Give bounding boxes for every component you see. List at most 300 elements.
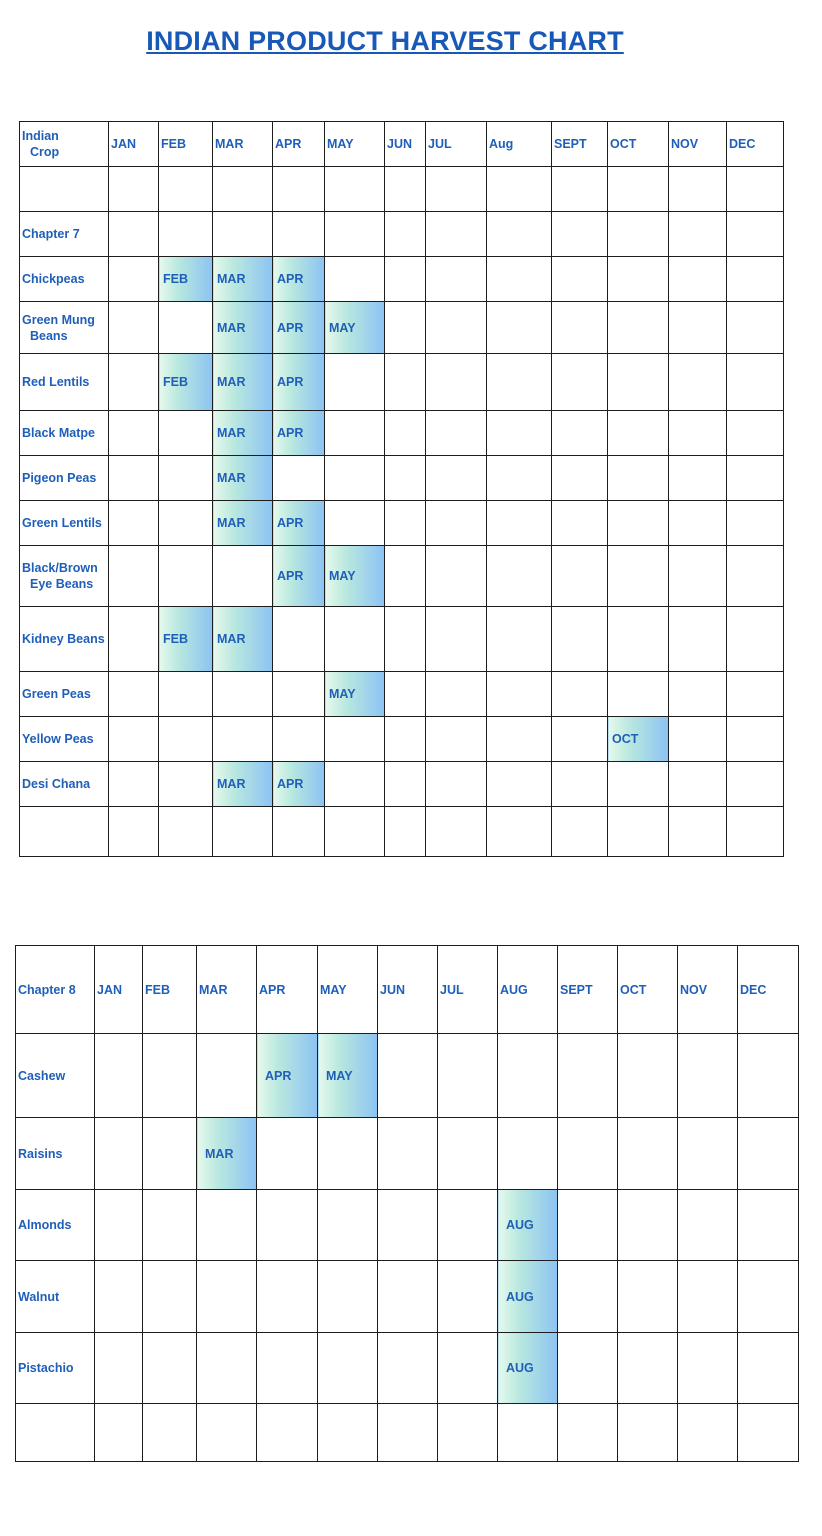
month-header-label: Aug <box>489 137 514 151</box>
empty-cell <box>608 354 669 411</box>
month-header-label: AUG <box>500 982 528 997</box>
empty-cell <box>669 501 727 546</box>
table-row <box>16 1261 799 1333</box>
empty-cell <box>608 607 669 672</box>
harvest-month-label: MAY <box>329 320 356 335</box>
crop-name-cell <box>20 607 109 672</box>
crop-name-cell <box>20 411 109 456</box>
blank-row <box>20 167 784 212</box>
month-header-label: DEC <box>729 137 756 151</box>
month-header-oct <box>608 122 669 167</box>
empty-cell <box>669 807 727 857</box>
empty-cell <box>487 807 552 857</box>
empty-cell <box>385 212 426 257</box>
empty-cell <box>109 257 159 302</box>
empty-cell <box>109 456 159 501</box>
empty-cell <box>608 456 669 501</box>
empty-cell <box>257 1261 318 1333</box>
harvest-month-label: FEB <box>163 375 188 389</box>
empty-cell <box>213 167 273 212</box>
empty-cell <box>669 167 727 212</box>
crop-name-cell <box>20 501 109 546</box>
crop-name: Pigeon Peas <box>22 471 97 485</box>
empty-cell <box>385 762 426 807</box>
month-header-label: MAR <box>215 137 244 151</box>
empty-cell <box>487 167 552 212</box>
empty-cell <box>109 354 159 411</box>
empty-cell <box>385 167 426 212</box>
empty-cell <box>385 717 426 762</box>
empty-cell <box>487 607 552 672</box>
harvest-cell-apr <box>273 411 325 456</box>
month-header-jul <box>438 946 498 1034</box>
empty-cell <box>109 212 159 257</box>
month-header-label: MAY <box>320 982 347 997</box>
crop-header-line2: Crop <box>30 145 60 159</box>
harvest-month-label: OCT <box>612 732 639 746</box>
crop-name: Almonds <box>18 1218 72 1232</box>
crop-name: Walnut <box>18 1289 60 1304</box>
crop-name-cell <box>16 1118 95 1190</box>
empty-cell <box>487 501 552 546</box>
empty-cell <box>558 1333 618 1404</box>
empty-cell <box>426 762 487 807</box>
empty-cell <box>487 762 552 807</box>
empty-cell <box>273 607 325 672</box>
empty-cell <box>608 212 669 257</box>
crop-name-line2: Beans <box>30 328 68 343</box>
empty-cell <box>552 212 608 257</box>
harvest-cell-apr <box>273 257 325 302</box>
crop-name: Green Mung <box>22 312 95 327</box>
empty-cell <box>426 501 487 546</box>
harvest-cell-apr <box>273 302 325 354</box>
harvest-month-label: MAR <box>205 1146 234 1161</box>
empty-cell <box>669 762 727 807</box>
empty-cell <box>426 411 487 456</box>
crop-header-line1: Indian <box>22 129 59 143</box>
empty-cell <box>109 302 159 354</box>
empty-cell <box>558 1404 618 1462</box>
empty-cell <box>273 167 325 212</box>
empty-cell <box>378 1034 438 1118</box>
empty-cell <box>438 1404 498 1462</box>
empty-cell <box>95 1404 143 1462</box>
month-header-mar <box>197 946 257 1034</box>
table-row <box>20 302 784 354</box>
month-header-nov <box>678 946 738 1034</box>
month-header-sept <box>552 122 608 167</box>
harvest-cell-mar <box>213 354 273 411</box>
empty-cell <box>385 257 426 302</box>
empty-cell <box>109 762 159 807</box>
empty-cell <box>438 1261 498 1333</box>
month-header-label: JUL <box>428 137 452 151</box>
harvest-month-label: MAR <box>217 777 246 791</box>
section-row <box>20 212 784 257</box>
crop-name-cell <box>20 546 109 607</box>
month-header-label: FEB <box>145 982 170 997</box>
harvest-month-label: MAY <box>329 687 356 701</box>
harvest-cell-oct <box>608 717 669 762</box>
harvest-month-label: APR <box>277 320 304 335</box>
month-header-label: MAR <box>199 982 228 997</box>
harvest-month-label: APR <box>265 1068 292 1083</box>
empty-cell <box>552 672 608 717</box>
empty-cell <box>727 807 784 857</box>
empty-cell <box>95 1118 143 1190</box>
harvest-month-label: AUG <box>506 1218 534 1232</box>
harvest-cell-may <box>325 672 385 717</box>
empty-cell <box>143 1034 197 1118</box>
harvest-month-label: MAY <box>326 1068 353 1083</box>
empty-cell <box>109 607 159 672</box>
table-row <box>16 1118 799 1190</box>
month-header-label: OCT <box>620 982 647 997</box>
month-header-label: APR <box>275 137 302 151</box>
empty-cell <box>727 167 784 212</box>
empty-cell <box>385 607 426 672</box>
empty-cell <box>487 354 552 411</box>
empty-cell <box>325 717 385 762</box>
empty-cell <box>426 167 487 212</box>
empty-cell <box>273 807 325 857</box>
harvest-month-label: APR <box>277 375 304 389</box>
empty-cell <box>385 411 426 456</box>
table-row <box>20 672 784 717</box>
crop-name-cell <box>20 672 109 717</box>
harvest-month-label: MAR <box>217 426 246 440</box>
empty-cell <box>669 607 727 672</box>
empty-cell <box>618 1333 678 1404</box>
empty-cell <box>273 717 325 762</box>
crop-name: Black Matpe <box>22 426 95 440</box>
empty-cell <box>438 1034 498 1118</box>
empty-cell <box>143 1261 197 1333</box>
empty-cell <box>678 1118 738 1190</box>
empty-cell <box>273 456 325 501</box>
empty-cell <box>325 411 385 456</box>
month-header-label: NOV <box>671 137 699 151</box>
empty-cell <box>552 501 608 546</box>
empty-cell <box>385 501 426 546</box>
empty-cell <box>727 456 784 501</box>
crop-name: Green Lentils <box>22 516 102 530</box>
empty-cell <box>618 1034 678 1118</box>
crop-name: Green Peas <box>22 687 91 701</box>
empty-cell <box>727 212 784 257</box>
empty-cell <box>738 1404 799 1462</box>
crop-name: Black/Brown <box>22 561 98 575</box>
harvest-cell-may <box>325 302 385 354</box>
month-header-jul <box>426 122 487 167</box>
month-header-may <box>325 122 385 167</box>
harvest-cell-mar <box>213 762 273 807</box>
harvest-month-label: FEB <box>163 272 188 286</box>
empty-cell <box>197 1190 257 1261</box>
empty-cell <box>159 411 213 456</box>
empty-cell <box>552 607 608 672</box>
month-header-jun <box>385 122 426 167</box>
crop-name-cell <box>16 1333 95 1404</box>
harvest-cell-may <box>318 1034 378 1118</box>
empty-cell <box>325 456 385 501</box>
harvest-month-label: APR <box>277 777 304 791</box>
empty-cell <box>727 354 784 411</box>
crop-name: Kidney Beans <box>22 632 105 646</box>
empty-cell <box>608 302 669 354</box>
harvest-month-label: APR <box>277 426 304 440</box>
month-header-label: MAY <box>327 137 354 151</box>
empty-cell <box>498 1034 558 1118</box>
empty-cell <box>438 1333 498 1404</box>
empty-cell <box>109 546 159 607</box>
harvest-cell-mar <box>213 302 273 354</box>
table-row <box>16 1034 799 1118</box>
empty-cell <box>552 411 608 456</box>
empty-cell <box>552 354 608 411</box>
empty-cell <box>325 212 385 257</box>
month-header-label: NOV <box>680 982 708 997</box>
empty-cell <box>669 212 727 257</box>
harvest-month-label: APR <box>277 272 304 286</box>
empty-cell <box>608 762 669 807</box>
empty-cell <box>558 1118 618 1190</box>
crop-name: Raisins <box>18 1146 63 1161</box>
empty-cell <box>159 717 213 762</box>
harvest-month-label: AUG <box>506 1361 534 1375</box>
month-header-feb <box>159 122 213 167</box>
empty-cell <box>257 1333 318 1404</box>
empty-cell <box>426 302 487 354</box>
empty-cell <box>498 1404 558 1462</box>
empty-cell <box>669 411 727 456</box>
harvest-cell-apr <box>257 1034 318 1118</box>
empty-cell <box>426 212 487 257</box>
empty-cell <box>438 1190 498 1261</box>
empty-cell <box>669 717 727 762</box>
empty-cell <box>727 501 784 546</box>
crop-name-cell <box>20 456 109 501</box>
empty-cell <box>385 302 426 354</box>
empty-cell <box>498 1118 558 1190</box>
empty-cell <box>727 257 784 302</box>
empty-cell <box>608 546 669 607</box>
month-header-jan <box>95 946 143 1034</box>
month-header-label: SEPT <box>554 137 587 151</box>
chapter-7-harvest-table <box>19 121 784 857</box>
empty-cell <box>213 807 273 857</box>
table-header-row <box>20 122 784 167</box>
empty-cell <box>608 167 669 212</box>
empty-cell <box>552 257 608 302</box>
empty-cell <box>426 257 487 302</box>
harvest-cell-mar <box>213 411 273 456</box>
crop-name-cell <box>20 302 109 354</box>
crop-name: Red Lentils <box>22 375 90 389</box>
empty-cell <box>109 717 159 762</box>
empty-cell <box>385 354 426 411</box>
empty-cell <box>378 1404 438 1462</box>
empty-cell <box>727 302 784 354</box>
empty-cell <box>197 1333 257 1404</box>
empty-cell <box>487 717 552 762</box>
empty-cell <box>95 1261 143 1333</box>
crop-name-cell <box>20 717 109 762</box>
month-header-nov <box>669 122 727 167</box>
empty-cell <box>738 1118 799 1190</box>
empty-cell <box>378 1118 438 1190</box>
empty-cell <box>318 1190 378 1261</box>
empty-cell <box>159 302 213 354</box>
table-row <box>20 411 784 456</box>
empty-cell <box>669 672 727 717</box>
empty-cell <box>197 1034 257 1118</box>
month-header-aug <box>498 946 558 1034</box>
empty-cell <box>727 411 784 456</box>
harvest-month-label: FEB <box>163 632 188 646</box>
month-header-label: JAN <box>97 982 123 997</box>
empty-cell <box>159 456 213 501</box>
harvest-cell-mar <box>197 1118 257 1190</box>
harvest-month-label: MAR <box>217 516 246 530</box>
empty-cell <box>325 354 385 411</box>
empty-cell <box>325 807 385 857</box>
crop-name-cell <box>16 1190 95 1261</box>
table-row <box>16 1333 799 1404</box>
empty-cell <box>738 1190 799 1261</box>
month-header-mar <box>213 122 273 167</box>
harvest-month-label: APR <box>277 516 304 530</box>
table-row <box>20 762 784 807</box>
empty-cell <box>738 1333 799 1404</box>
crop-name: Chickpeas <box>22 272 85 286</box>
empty-cell <box>159 167 213 212</box>
empty-cell <box>426 672 487 717</box>
page-title: INDIAN PRODUCT HARVEST CHART <box>146 26 624 56</box>
empty-cell <box>318 1118 378 1190</box>
empty-cell <box>487 302 552 354</box>
empty-cell <box>552 546 608 607</box>
empty-cell <box>608 672 669 717</box>
empty-cell <box>608 411 669 456</box>
empty-cell <box>109 167 159 212</box>
table-row <box>20 257 784 302</box>
crop-name-cell <box>20 257 109 302</box>
empty-cell <box>669 257 727 302</box>
harvest-month-label: MAR <box>217 272 246 286</box>
empty-cell <box>257 1118 318 1190</box>
empty-cell <box>426 717 487 762</box>
empty-cell <box>197 1261 257 1333</box>
empty-cell <box>325 167 385 212</box>
empty-cell <box>426 807 487 857</box>
empty-cell <box>325 257 385 302</box>
empty-cell <box>318 1404 378 1462</box>
month-header-sept <box>558 946 618 1034</box>
empty-cell <box>378 1261 438 1333</box>
empty-cell <box>552 717 608 762</box>
crop-name-cell <box>20 762 109 807</box>
month-header-label: SEPT <box>560 982 593 997</box>
empty-cell <box>608 501 669 546</box>
month-header-label: DEC <box>740 982 767 997</box>
empty-cell <box>159 212 213 257</box>
empty-cell <box>669 546 727 607</box>
month-header-oct <box>618 946 678 1034</box>
table-row <box>20 607 784 672</box>
empty-cell <box>558 1190 618 1261</box>
empty-cell <box>487 546 552 607</box>
month-header-feb <box>143 946 197 1034</box>
empty-cell <box>325 607 385 672</box>
empty-cell <box>109 501 159 546</box>
empty-cell <box>487 672 552 717</box>
empty-cell <box>426 354 487 411</box>
harvest-month-label: MAR <box>217 471 246 485</box>
empty-cell <box>95 1190 143 1261</box>
month-header-jun <box>378 946 438 1034</box>
table-row <box>20 501 784 546</box>
empty-cell <box>727 762 784 807</box>
month-header-dec <box>738 946 799 1034</box>
empty-cell <box>727 546 784 607</box>
crop-name-line2: Eye Beans <box>30 577 94 591</box>
table-row <box>20 354 784 411</box>
harvest-cell-mar <box>213 456 273 501</box>
empty-cell <box>738 1261 799 1333</box>
empty-cell <box>426 456 487 501</box>
empty-cell <box>95 1333 143 1404</box>
empty-cell <box>678 1190 738 1261</box>
empty-cell <box>487 212 552 257</box>
empty-cell <box>426 546 487 607</box>
empty-cell <box>20 167 109 212</box>
harvest-cell-aug <box>498 1190 558 1261</box>
empty-cell <box>213 546 273 607</box>
harvest-month-label: MAR <box>217 320 246 335</box>
empty-cell <box>608 807 669 857</box>
section-label: Chapter 8 <box>18 982 76 997</box>
empty-cell <box>385 456 426 501</box>
harvest-cell-mar <box>213 257 273 302</box>
harvest-cell-mar <box>213 501 273 546</box>
empty-cell <box>95 1034 143 1118</box>
empty-cell <box>618 1118 678 1190</box>
empty-cell <box>618 1261 678 1333</box>
month-header-label: JUN <box>387 137 413 151</box>
month-header-label: JUL <box>440 982 464 997</box>
table-row <box>20 456 784 501</box>
empty-cell <box>618 1190 678 1261</box>
crop-name-cell <box>16 1261 95 1333</box>
empty-cell <box>738 1034 799 1118</box>
harvest-cell-feb <box>159 354 213 411</box>
crop-name: Desi Chana <box>22 777 91 791</box>
empty-cell <box>426 607 487 672</box>
empty-cell <box>143 1190 197 1261</box>
crop-name: Cashew <box>18 1068 66 1083</box>
empty-cell <box>318 1333 378 1404</box>
empty-cell <box>727 717 784 762</box>
blank-row <box>20 807 784 857</box>
empty-cell <box>273 672 325 717</box>
empty-cell <box>558 1261 618 1333</box>
harvest-cell-apr <box>273 546 325 607</box>
empty-cell <box>378 1190 438 1261</box>
table-row <box>20 717 784 762</box>
empty-cell <box>159 501 213 546</box>
